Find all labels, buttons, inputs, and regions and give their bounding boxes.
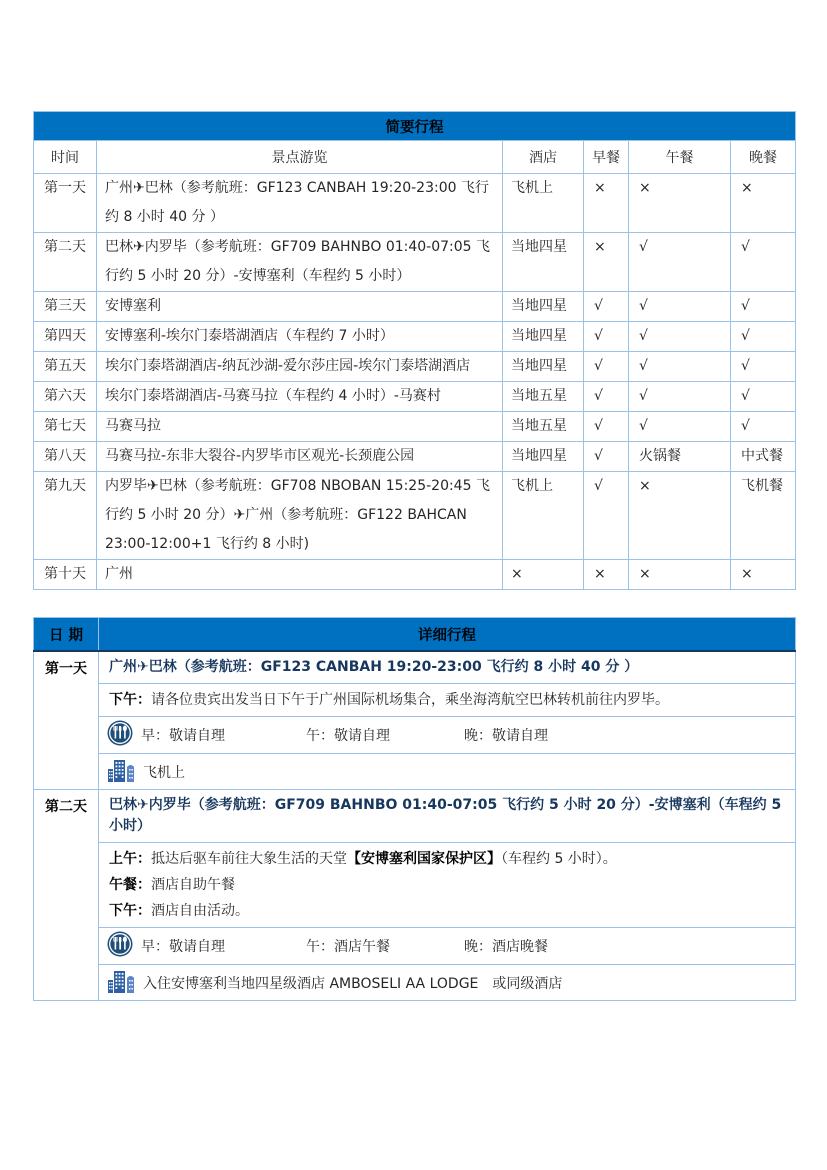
day-label: 第二天 bbox=[34, 233, 97, 292]
detail-itinerary-table bbox=[33, 617, 796, 1001]
breakfast-cell: √ bbox=[584, 382, 629, 412]
time-of-day-label: 下午： bbox=[109, 903, 151, 919]
time-of-day-label: 下午： bbox=[109, 692, 151, 708]
day-description bbox=[99, 684, 796, 717]
restaurant-icon bbox=[107, 720, 141, 750]
dinner-cell: × bbox=[731, 174, 796, 233]
description-text: 请各位贵宾出发当日下午于广州国际机场集合，乘坐海湾航空巴林转机前往内罗毕。 bbox=[151, 692, 669, 708]
sights-cell: 巴林✈内罗毕（参考航班：GF709 BAHNBO 01:40-07:05 飞行约 5 小时 20 分）-安博塞利（车程约 5 小时） bbox=[97, 233, 503, 292]
hotel-cell: 飞机上 bbox=[503, 472, 584, 560]
table-row bbox=[34, 412, 796, 442]
description-text: 酒店自助午餐 bbox=[151, 877, 235, 893]
breakfast-cell: √ bbox=[584, 292, 629, 322]
hotel-cell: 当地五星 bbox=[503, 382, 584, 412]
breakfast-cell: × bbox=[584, 560, 629, 590]
detail-day2-meals-row bbox=[34, 928, 796, 965]
sights-cell: 广州 bbox=[97, 560, 503, 590]
sights-cell: 安博塞利 bbox=[97, 292, 503, 322]
hotel-cell: 当地五星 bbox=[503, 412, 584, 442]
time-of-day-label: 午餐： bbox=[109, 877, 151, 893]
lunch-info: 午：敬请自理 bbox=[306, 728, 390, 744]
day-label: 第三天 bbox=[34, 292, 97, 322]
lunch-cell: √ bbox=[629, 412, 731, 442]
col-header-breakfast: 早餐 bbox=[584, 141, 629, 174]
dinner-cell: √ bbox=[731, 382, 796, 412]
brief-table-title: 简要行程 bbox=[34, 112, 796, 141]
breakfast-cell: × bbox=[584, 233, 629, 292]
detail-day1-title-row bbox=[34, 651, 796, 684]
buildings-icon bbox=[107, 757, 143, 786]
breakfast-cell: √ bbox=[584, 352, 629, 382]
brief-table-header-row bbox=[34, 141, 796, 174]
hotel-cell: 当地四星 bbox=[503, 322, 584, 352]
day-label: 第五天 bbox=[34, 352, 97, 382]
hotel-info: 飞机上 bbox=[143, 764, 185, 781]
sights-cell: 马赛马拉 bbox=[97, 412, 503, 442]
detail-table-title: 详细行程 bbox=[99, 618, 796, 652]
lunch-cell: × bbox=[629, 174, 731, 233]
day-label: 第一天 bbox=[34, 174, 97, 233]
col-header-lunch: 午餐 bbox=[629, 141, 731, 174]
table-row bbox=[34, 472, 796, 560]
breakfast-cell: √ bbox=[584, 412, 629, 442]
sights-cell: 内罗毕✈巴林（参考航班：GF708 NBOBAN 15:25-20:45 飞行约 5 小时 20 分）✈广州（参考航班：GF122 BAHCAN 23:00-12:00+1 飞行约 8 小时) bbox=[97, 472, 503, 560]
description-text: 抵达后驱车前往大象生活的天堂 bbox=[151, 851, 347, 867]
table-row bbox=[34, 442, 796, 472]
lunch-cell: × bbox=[629, 472, 731, 560]
hotel-cell: × bbox=[503, 560, 584, 590]
sights-cell: 埃尔门泰塔湖酒店-纳瓦沙湖-爱尔莎庄园-埃尔门泰塔湖酒店 bbox=[97, 352, 503, 382]
hotel-cell: 当地四星 bbox=[503, 233, 584, 292]
detail-day2-paragraph-row bbox=[34, 843, 796, 928]
day-label: 第七天 bbox=[34, 412, 97, 442]
breakfast-cell: √ bbox=[584, 472, 629, 560]
detail-table-header-row bbox=[34, 618, 796, 652]
dinner-info: 晚：酒店晚餐 bbox=[464, 939, 548, 955]
dinner-cell: √ bbox=[731, 322, 796, 352]
highlight-text: 【安博塞利国家保护区】 bbox=[347, 851, 501, 867]
table-row bbox=[34, 382, 796, 412]
day-label: 第八天 bbox=[34, 442, 97, 472]
dinner-cell: 中式餐 bbox=[731, 442, 796, 472]
detail-day2-title-row bbox=[34, 790, 796, 843]
hotel-cell: 当地四星 bbox=[503, 352, 584, 382]
buildings-icon bbox=[107, 968, 143, 997]
time-of-day-label: 上午： bbox=[109, 851, 151, 867]
detail-day1-hotel-row bbox=[34, 754, 796, 790]
day-route-title: 巴林✈内罗毕（参考航班：GF709 BAHNBO 01:40-07:05 飞行约 5 小时 20 分）-安博塞利（车程约 5 小时） bbox=[99, 790, 796, 843]
day-label: 第六天 bbox=[34, 382, 97, 412]
hotel-info: 入住安博塞利当地四星级酒店 AMBOSELI AA LODGE 或同级酒店 bbox=[143, 975, 563, 992]
hotel-cell: 飞机上 bbox=[503, 174, 584, 233]
col-header-hotel: 酒店 bbox=[503, 141, 584, 174]
table-row bbox=[34, 292, 796, 322]
detail-day2-hotel-row bbox=[34, 965, 796, 1001]
restaurant-icon bbox=[107, 931, 141, 961]
col-header-time: 时间 bbox=[34, 141, 97, 174]
day-label: 第九天 bbox=[34, 472, 97, 560]
col-header-sights: 景点游览 bbox=[97, 141, 503, 174]
sights-cell: 安博塞利-埃尔门泰塔湖酒店（车程约 7 小时） bbox=[97, 322, 503, 352]
breakfast-cell: √ bbox=[584, 322, 629, 352]
lunch-cell: √ bbox=[629, 322, 731, 352]
table-row bbox=[34, 233, 796, 292]
hotel-cell: 当地四星 bbox=[503, 442, 584, 472]
dinner-info: 晚：敬请自理 bbox=[464, 728, 548, 744]
table-row bbox=[34, 174, 796, 233]
col-header-dinner: 晚餐 bbox=[731, 141, 796, 174]
dinner-cell: √ bbox=[731, 233, 796, 292]
day-label: 第一天 bbox=[34, 651, 99, 790]
day-label: 第四天 bbox=[34, 322, 97, 352]
lunch-info: 午：酒店午餐 bbox=[306, 939, 390, 955]
breakfast-cell: × bbox=[584, 174, 629, 233]
dinner-cell: 飞机餐 bbox=[731, 472, 796, 560]
detail-day1-paragraph-row bbox=[34, 684, 796, 717]
sights-cell: 马赛马拉-东非大裂谷-内罗毕市区观光-长颈鹿公园 bbox=[97, 442, 503, 472]
dinner-cell: √ bbox=[731, 292, 796, 322]
day-label: 第二天 bbox=[34, 790, 99, 1001]
table-row bbox=[34, 322, 796, 352]
sights-cell: 广州✈巴林（参考航班：GF123 CANBAH 19:20-23:00 飞行约 8 小时 40 分 ） bbox=[97, 174, 503, 233]
table-row bbox=[34, 352, 796, 382]
dinner-cell: √ bbox=[731, 352, 796, 382]
description-text: （车程约 5 小时）。 bbox=[501, 851, 617, 867]
day-description bbox=[99, 843, 796, 928]
breakfast-cell: √ bbox=[584, 442, 629, 472]
sights-cell: 埃尔门泰塔湖酒店-马赛马拉（车程约 4 小时）-马赛村 bbox=[97, 382, 503, 412]
day-route-title: 广州✈巴林（参考航班：GF123 CANBAH 19:20-23:00 飞行约 8 小时 40 分 ） bbox=[99, 651, 796, 684]
brief-itinerary-table bbox=[33, 111, 796, 590]
description-text: 酒店自由活动。 bbox=[151, 903, 249, 919]
dinner-cell: × bbox=[731, 560, 796, 590]
lunch-cell: × bbox=[629, 560, 731, 590]
lunch-cell: √ bbox=[629, 352, 731, 382]
lunch-cell: 火锅餐 bbox=[629, 442, 731, 472]
hotel-cell: 当地四星 bbox=[503, 292, 584, 322]
breakfast-info: 早：敬请自理 bbox=[141, 728, 225, 744]
dinner-cell: √ bbox=[731, 412, 796, 442]
date-header: 日 期 bbox=[34, 618, 99, 652]
detail-day1-meals-row bbox=[34, 717, 796, 754]
day-label: 第十天 bbox=[34, 560, 97, 590]
lunch-cell: √ bbox=[629, 233, 731, 292]
breakfast-info: 早：敬请自理 bbox=[141, 939, 225, 955]
table-row bbox=[34, 560, 796, 590]
lunch-cell: √ bbox=[629, 292, 731, 322]
lunch-cell: √ bbox=[629, 382, 731, 412]
